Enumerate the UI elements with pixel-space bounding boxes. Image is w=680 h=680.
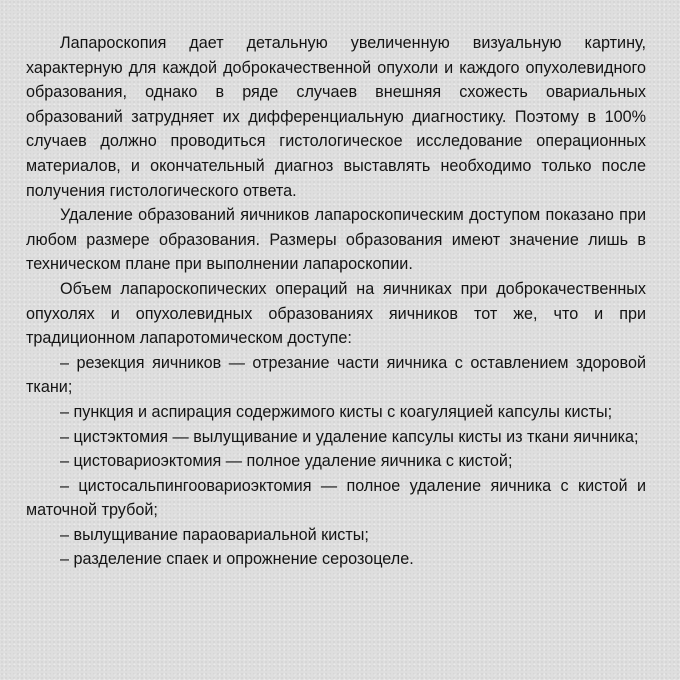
paragraph-operation-scope: Объем лапароскопических операций на яичниках при доброкачественных опухолях и опухолевидных образованиях яичников тот же, что и при традиционном лапаротомическом доступе: (26, 279, 646, 348)
paragraph-removal-indications: Удаление образований яичников лапароскопическим доступом показано при любом размере образования. Размеры образования имеют значение лишь в техническом плане при выполнении лапароскопии. (26, 206, 646, 274)
list-item-puncture-aspiration: – пункция и аспирация содержимого кисты с коагуляцией капсулы кисты; (60, 402, 613, 421)
paragraph-laparoscopy-visualization: Лапароскопия дает детальную увеличенную визуальную картину, характерную для каждой доброкачественной опухоли и каждого опухолевидного образования, однако в ряде случаев внешняя схожесть овариальных образований затрудняет их дифференциальную диагностику. Поэтому в 100% случаев должно проводиться гистологическое исследование операционных материалов, и окончательный диагноз выставлять необходимо только после получения гистологического ответа. (26, 34, 646, 200)
list-item-cystectomy: – цистэктомия — вылущивание и удаление капсулы кисты из ткани яичника; (60, 427, 639, 446)
list-item-cystosalpingovarioectomy: – цистосальпингоовариоэктомия — полное удаление яичника с кистой и маточной трубой; (26, 476, 646, 520)
list-item-adhesiolysis: – разделение спаек и опрожнение серозоцеле. (60, 550, 414, 569)
list-item-paraovarian-cyst-enucleation: – вылущивание параовариальной кисты; (60, 525, 369, 544)
list-item-cystovarioectomy: – цистовариоэктомия — полное удаление яичника с кистой; (60, 452, 513, 471)
list-item-ovarian-resection: – резекция яичников — отрезание части яичника с оставлением здоровой ткани; (26, 353, 646, 397)
